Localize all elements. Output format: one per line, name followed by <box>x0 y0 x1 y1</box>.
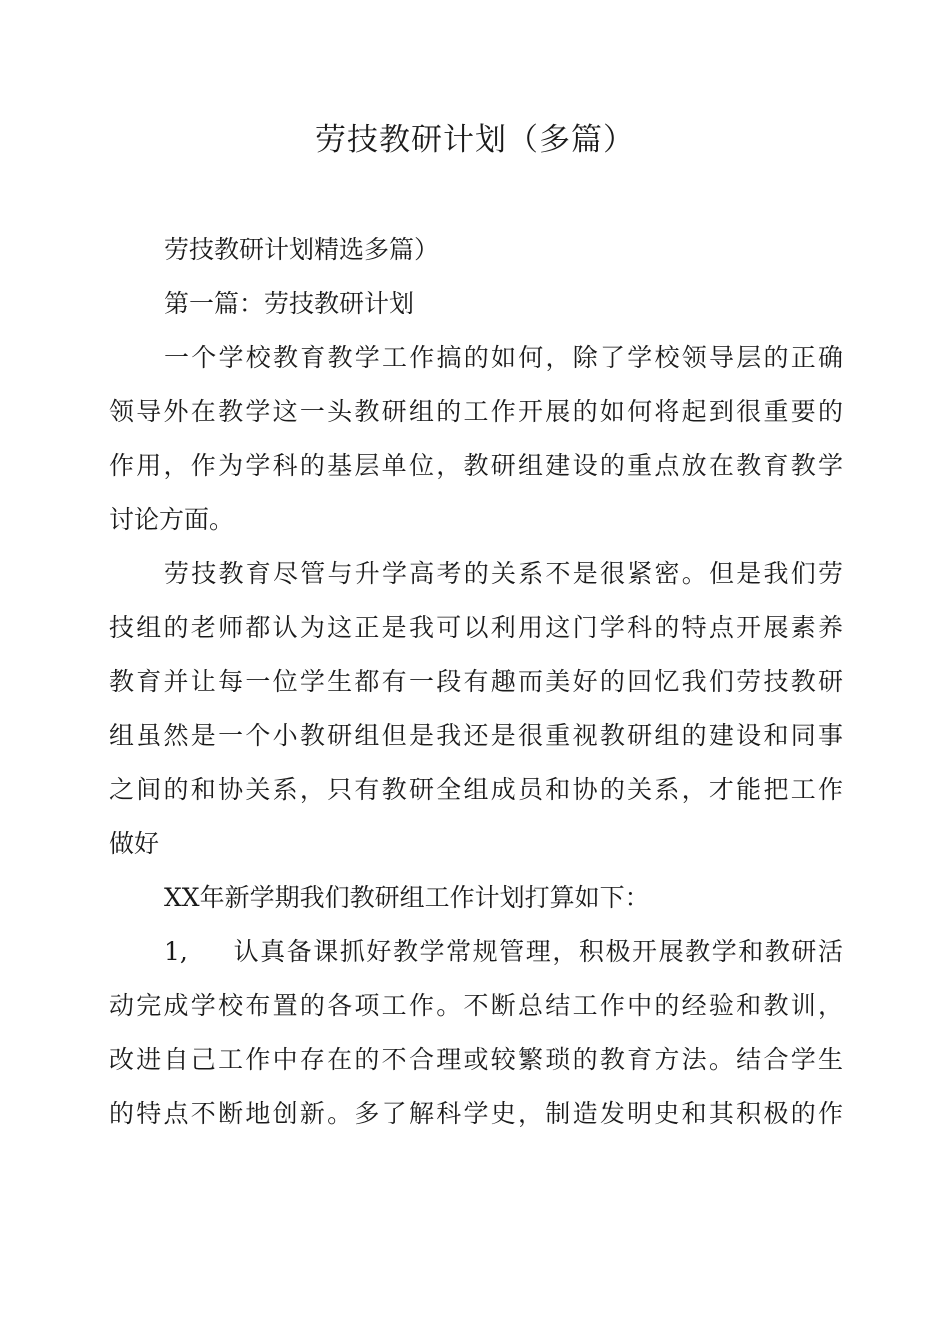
paragraph-line: 作用，作为学科的基层单位，教研组建设的重点放在教育教学 <box>109 451 843 480</box>
paragraph-line: 技组的老师都认为这正是我可以利用这门学科的特点开展素养 <box>109 613 843 642</box>
document-body <box>109 223 843 1141</box>
paragraph-line: 劳技教育尽管与升学高考的关系不是很紧密。但是我们劳 <box>164 559 843 588</box>
paragraph-line: 之间的和协关系，只有教研全组成员和协的关系，才能把工作 <box>109 775 843 804</box>
document-title: 劳技教研计划（多篇） <box>315 122 635 158</box>
paragraph-line: 领导外在教学这一头教研组的工作开展的如何将起到很重要的 <box>109 397 843 426</box>
paragraph-line: 改进自己工作中存在的不合理或较繁琐的教育方法。结合学生 <box>109 1045 843 1074</box>
list-item-line <box>109 925 843 979</box>
paragraph-line: 组虽然是一个小教研组但是我还是很重视教研组的建设和同事 <box>109 721 843 750</box>
paragraph-line: 做好 <box>109 829 160 858</box>
paragraph-line: 一个学校教育教学工作搞的如何，除了学校领导层的正确 <box>164 343 843 372</box>
paragraph-line: 动完成学校布置的各项工作。不断总结工作中的经验和教训， <box>109 991 843 1020</box>
section-heading: 第一篇：劳技教研计划 <box>164 289 415 318</box>
subtitle-line: 劳技教研计划精选多篇） <box>164 235 440 264</box>
plan-intro-line: XX年新学期我们教研组工作计划打算如下： <box>164 883 650 912</box>
list-item-text: 认真备课抓好教学常规管理，积极开展教学和教研活 <box>232 937 843 966</box>
paragraph-line: 讨论方面。 <box>109 505 235 534</box>
paragraph-line: 教育并让每一位学生都有一段有趣而美好的回忆我们劳技教研 <box>109 667 843 696</box>
paragraph-line: 的特点不断地创新。多了解科学史，制造发明史和其积极的作 <box>109 1099 843 1128</box>
list-item-number: 1, <box>164 937 188 966</box>
